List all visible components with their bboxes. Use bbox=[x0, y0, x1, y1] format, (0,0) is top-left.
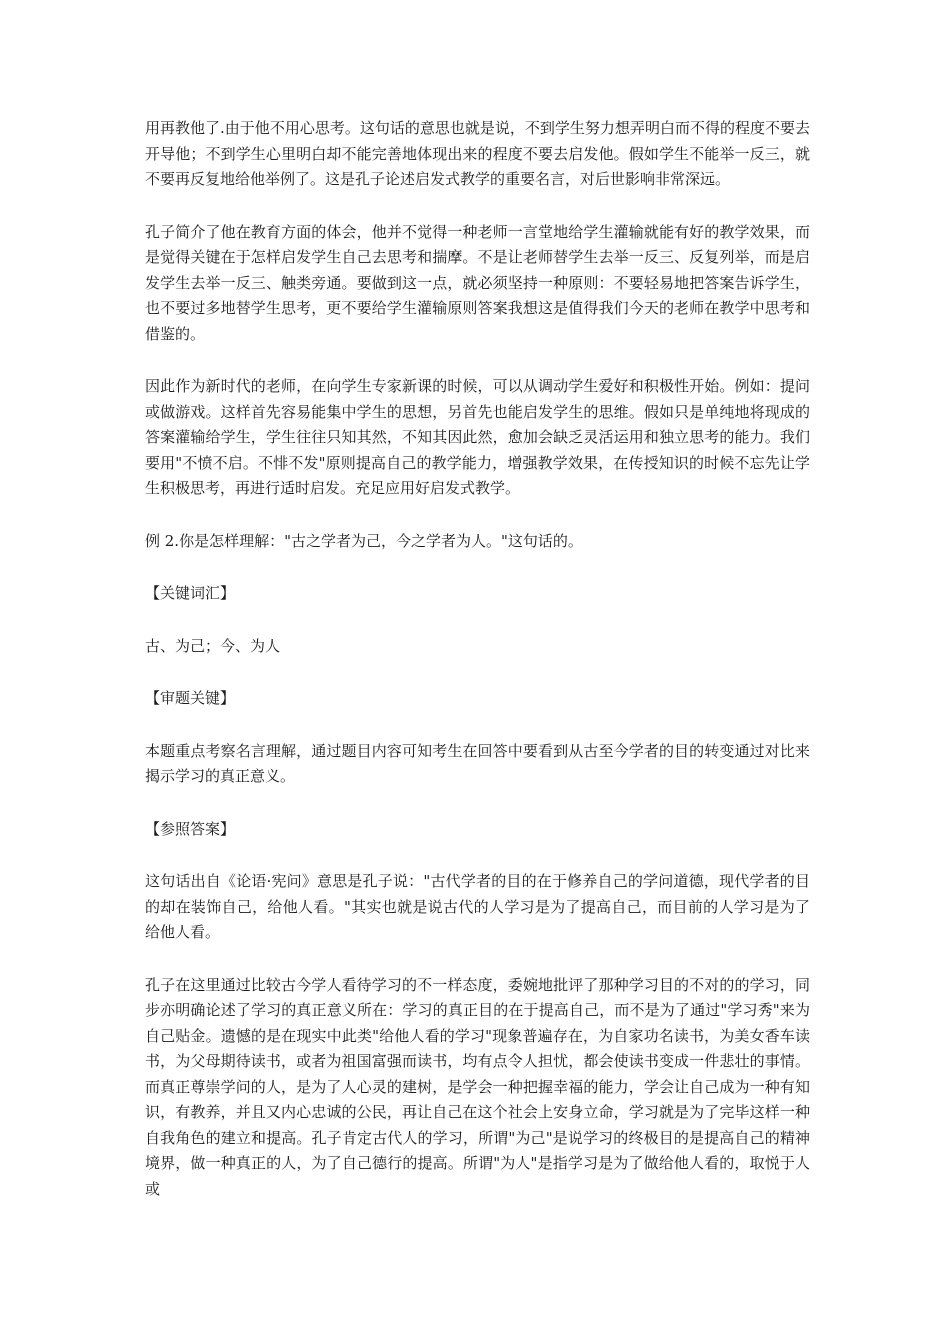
paragraph-confucius-teaching-experience: 孔子简介了他在教育方面的体会，他并不觉得一种老师一言堂地给学生灌输就能有好的教学效果，而是觉得关键在于怎样启发学生自己去思考和揣摩。不是让老师替学生去举一反三、反复列举，而是启发学生去举一反三、触类旁通。要做到这一点，就必须坚持一种原则：不要轻易地把答案告诉学生，也不要过多地替学生思考，更不要给学生灌输原则答案我想这是值得我们今天的老师在教学中思考和借鉴的。 bbox=[145, 222, 810, 343]
reference-answer-paragraph-2: 孔子在这里通过比较古今学人看待学习的不一样态度，委婉地批评了那种学习目的不对的的学习，同步亦明确论述了学习的真正意义所在：学习的真正目的在于提高自己，而不是为了通过"学习秀"来为自己贴金。遗憾的是在现实中此类"给他人看的学习"现象普遍存在，为自家功名读书，为美女香车读书，为父母期待读书，或者为祖国富强而读书，均有点令人担忧，都会使读书变成一件悲壮的事情。而真正尊崇学问的人，是为了人心灵的建树，是学会一种把握幸福的能力，学会让自己成为一种有知识，有教养，并且又内心忠诚的公民，再让自己在这个社会上安身立命，学习就是为了完毕这样一种自我角色的建立和提高。孔子肯定古代人的学习，所谓"为己"是说学习的终极目的是提高自己的精神境界，做一种真正的人，为了自己德行的提高。所谓"为人"是指学习是为了做给他人看的，取悦于人或 bbox=[145, 975, 810, 1198]
example-2-question: 例 2.你是怎样理解："古之学者为己，今之学者为人。"这句话的。 bbox=[145, 531, 583, 550]
keywords-text: 古、为己；今、为人 bbox=[145, 636, 281, 655]
paragraph-modern-teacher: 因此作为新时代的老师，在向学生专家新课的时候，可以从调动学生爱好和积极性开始。例如：提问或做游戏。这样首先容易能集中学生的思想，另首先也能启发学生的思维。假如只是单纯地将现成的答案灌输给学生，学生往往只知其然，不知其因此然，愈加会缺乏灵活运用和独立思考的能力。我们要用"不愤不启。不悱不发"原则提高自己的教学能力，增强教学效果，在传授知识的时候不忘先让学生积极思考，再进行适时启发。充足应用好启发式教学。 bbox=[145, 377, 810, 497]
reference-answer-paragraph-1: 这句话出自《论语·宪问》意思是孔子说："古代学者的目的在于修养自己的学问道德，现代学者的目的却在装饰自己，给他人看。"其实也就是说古代的人学习是为了提高自己，而目前的人学习是为了给他人看。 bbox=[145, 872, 810, 941]
question-analysis-text: 本题重点考察名言理解，通过题目内容可知考生在回答中要看到从古至今学者的目的转变通过对比来揭示学习的真正意义。 bbox=[145, 741, 810, 785]
document-page bbox=[145, 116, 810, 1202]
section-heading-question-analysis: 【审题关键】 bbox=[145, 689, 236, 707]
section-heading-reference-answer: 【参照答案】 bbox=[145, 819, 236, 838]
paragraph-qisi-explanation: 用再教他了.由于他不用心思考。这句话的意思也就是说，不到学生努力想弄明白而不得的程度不要去开导他；不到学生心里明白却不能完善地体现出来的程度不要去启发他。假如学生不能举一反三，就不要再反复地给他举例了。这是孔子论述启发式教学的重要名言，对后世影响非常深远。 bbox=[145, 119, 810, 188]
section-heading-keywords: 【关键词汇】 bbox=[145, 584, 236, 602]
